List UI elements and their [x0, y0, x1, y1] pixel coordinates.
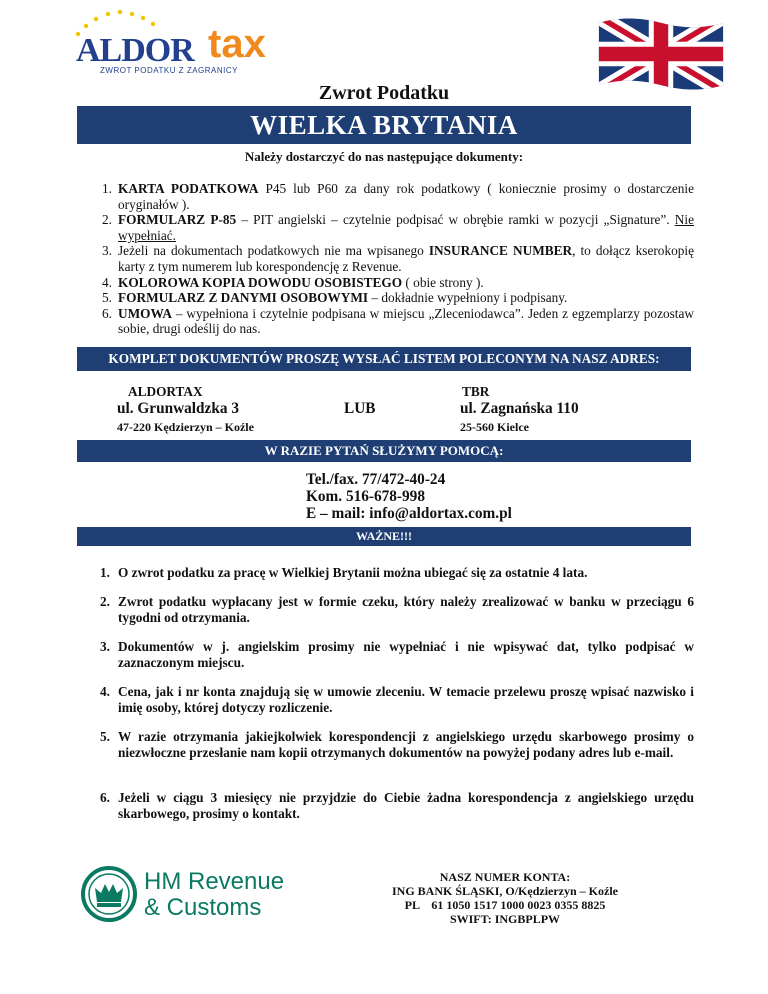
- list-item: 3. Jeżeli na dokumentach podatkowych nie ma wpisanego INSURANCE NUMBER, to dołącz kserokopię karty z tym numerem lub korespondencję z Revenue.: [102, 243, 694, 274]
- list-item: 2. Zwrot podatku wypłacany jest w formie czeku, który należy zrealizować w banku w przeciągu 6 tygodni od otrzymania.: [100, 594, 694, 625]
- account-number: PL 61 1050 1517 1000 0023 0355 8825: [404, 898, 606, 912]
- list-item: 3. Dokumentów w j. angielskim prosimy nie wypełniać i nie wpisywać dat, tylko podpisać w zaznaczonym miejscu.: [100, 639, 694, 670]
- hmrc-line2: & Customs: [144, 894, 262, 921]
- list-item: 6. Jeżeli w ciągu 3 miesięcy nie przyjdzie do Ciebie żadna korespondencja z angielskiego urzędu skarbowego, prosimy o kontakt.: [100, 790, 694, 821]
- phone-text: Tel./fax. 77/472-40-24: [306, 471, 446, 488]
- swift-code: SWIFT: INGBPLPW: [449, 912, 561, 926]
- email-text: E – mail: info@aldortax.com.pl: [306, 505, 512, 522]
- contact-block: [306, 471, 512, 522]
- intro-text: Należy dostarczyć do nas następujące dokumenty:: [244, 149, 524, 164]
- hmrc-line1: HM Revenue: [144, 868, 285, 895]
- send-by-mail-bar: KOMPLET DOKUMENTÓW PROSZĘ WYSŁAĆ LISTEM POLECONYM NA NASZ ADRES:: [77, 347, 691, 371]
- crown-icon: [80, 862, 138, 926]
- list-item: 6. UMOWA – wypełniona i czytelnie podpisana w miejscu „Zleceniodawca”. Jeden z egzemplarzy pozostaw sobie, drugi odeślij do nas.: [102, 305, 694, 337]
- list-item: 5. FORMULARZ Z DANYMI OSOBOWYMI – dokładnie wypełniony i podpisany.: [102, 290, 568, 306]
- address1-name: ALDORTAX: [128, 384, 203, 399]
- hmrc-logo: [80, 862, 300, 926]
- account-heading: NASZ NUMER KONTA:: [439, 870, 571, 884]
- or-label: LUB: [344, 400, 376, 417]
- address2-name: TBR: [462, 384, 490, 399]
- list-item: 1. KARTA PODATKOWA P45 lub P60 za dany rok podatkowy ( koniecznie prosimy o dostarczenie oryginałów ).: [102, 181, 694, 212]
- list-item: 5. W razie otrzymania jakiejkolwiek korespondencji z angielskiego urzędu skarbowego prosimy o niezwłoczne przesłanie nam kopii otrzymanych dokumentów na powyżej podany adres lub e-mail.: [100, 729, 694, 760]
- page-title: WIELKA BRYTANIA: [77, 106, 691, 144]
- mobile-text: Kom. 516-678-998: [306, 488, 425, 505]
- required-documents-list: [82, 181, 694, 337]
- address1-city: 47-220 Kędzierzyn – Koźle: [117, 420, 254, 434]
- logo-tagline: ZWROT PODATKU Z ZAGRANICY: [100, 66, 238, 75]
- list-item: 2. FORMULARZ P-85 – PIT angielski – czytelnie podpisać w obrębie ramki w pozycji „Signature”. Nie wypełniać.: [102, 212, 694, 243]
- list-item: 4. Cena, jak i nr konta znajdują się w umowie zleceniu. W temacie przelewu proszę wpisać nazwisko i imię osoby, której dotyczy rozliczenie.: [100, 684, 694, 715]
- address1-street: ul. Grunwaldzka 3: [117, 400, 239, 417]
- list-item: 4. KOLOROWA KOPIA DOWODU OSOBISTEGO ( obie strony ).: [102, 274, 484, 290]
- important-bar: WAŻNE!!!: [77, 527, 691, 546]
- list-item: 1. O zwrot podatku za pracę w Wielkiej Brytanii można ubiegać się za ostatnie 4 lata.: [100, 565, 588, 580]
- help-bar: W RAZIE PYTAŃ SŁUŻYMY POMOCĄ:: [77, 440, 691, 462]
- bank-account-block: [330, 870, 680, 926]
- page-subtitle: Zwrot Podatku: [318, 82, 450, 104]
- address2-street: ul. Zagnańska 110: [460, 400, 579, 417]
- bank-name: ING BANK ŚLĄSKI, O/Kędzierzyn – Koźle: [392, 884, 618, 898]
- aldortax-logo: [66, 8, 296, 78]
- address2-city: 25-560 Kielce: [460, 420, 529, 434]
- logo-brand-part2: tax: [208, 22, 266, 66]
- logo-brand-part1: ALDOR: [76, 32, 194, 69]
